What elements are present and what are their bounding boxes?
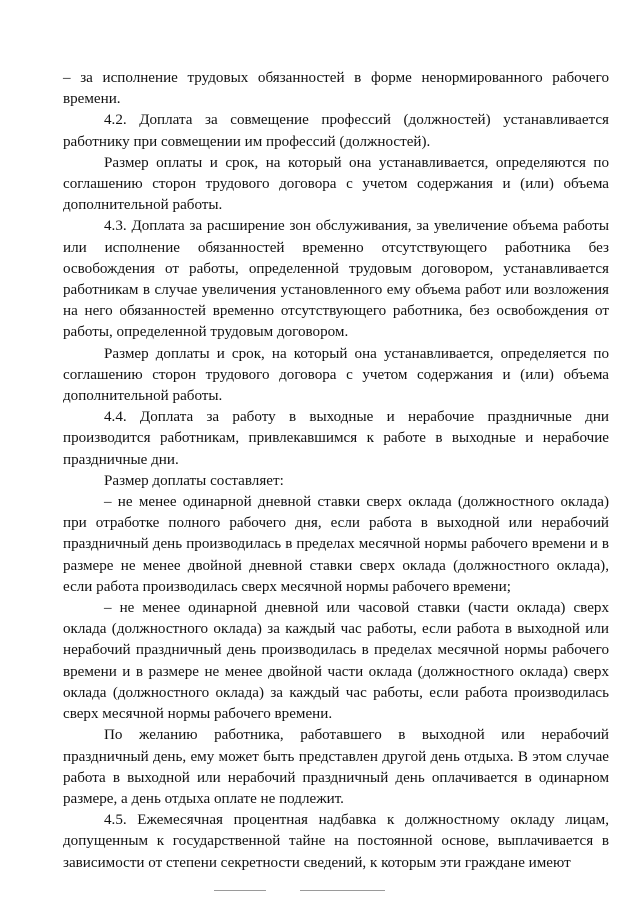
footer-rule-right <box>300 890 385 891</box>
paragraph-4-5: 4.5. Ежемесячная процентная надбавка к должностному окладу лицам, допущенным к государственной тайне на постоянной основе, выплачивается в зависимости от степени секретности сведений, к которым эти граждане имеют <box>63 812 609 871</box>
paragraph-4-2-amount: Размер оплаты и срок, на который она устанавливается, определяются по соглашению сторон трудового договора с учетом содержания и (или) объема дополнительной работы. <box>63 154 609 214</box>
paragraph-4-3-amount: Размер доплаты и срок, на который она устанавливается, определяется по соглашению сторон трудового договора с учетом содержания и (или) объема дополнительной работы. <box>63 345 609 405</box>
footer-rule-left <box>214 890 266 891</box>
footer-rule <box>0 890 640 894</box>
paragraph-irregular-hours: – за исполнение трудовых обязанностей в форме ненормированного рабочего времени. <box>63 70 609 108</box>
document-body <box>63 68 609 874</box>
paragraph-4-4: 4.4. Доплата за работу в выходные и нерабочие праздничные дни производится работникам, привлекавшимся к работе в выходные и нерабочие праздничные дни. <box>63 409 609 468</box>
paragraph-4-4-hourly-rate: – не менее одинарной дневной или часовой ставки (части оклада) сверх оклада (должностного оклада) за каждый час работы, если работа в выходной или нерабочий праздничный день производилась в пределах месячной нормы рабочего времени и в размере не менее двойной части оклада (должностного оклада) сверх оклада (должностного оклада) за каждый час работы, если работа производилась сверх месячной нормы рабочего времени. <box>63 600 609 723</box>
paragraph-4-2: 4.2. Доплата за совмещение профессий (должностей) устанавливается работнику при совмещении им профессий (должностей). <box>63 112 609 150</box>
paragraph-4-4-daily-rate: – не менее одинарной дневной ставки сверх оклада (должностного оклада) при отработке полного рабочего дня, если работа в выходной или нерабочий праздничный день производилась в пределах месячной нормы рабочего времени и в размере не менее двойной дневной ставки сверх оклада (должностного оклада), если работа производилась сверх месячной нормы рабочего времени; <box>63 494 609 595</box>
paragraph-4-3: 4.3. Доплата за расширение зон обслуживания, за увеличение объема работы или исполнение обязанностей временно отсутствующего работника без освобождения от работы, определенной трудовым договором, устанавливается работникам в случае увеличения установленного ему объема работ или возложения на него обязанностей временно отсутствующего работника, без освобождения от работы, определенной трудовым договором. <box>63 218 609 341</box>
paragraph-4-4-amount-intro: Размер доплаты составляет: <box>104 472 284 489</box>
paragraph-4-4-day-off: По желанию работника, работавшего в выходной или нерабочий праздничный день, ему может быть представлен другой день отдыха. В этом случае работа в выходной или нерабочий праздничный день оплачивается в одинарном размере, а день отдыха оплате не подлежит. <box>63 727 609 807</box>
